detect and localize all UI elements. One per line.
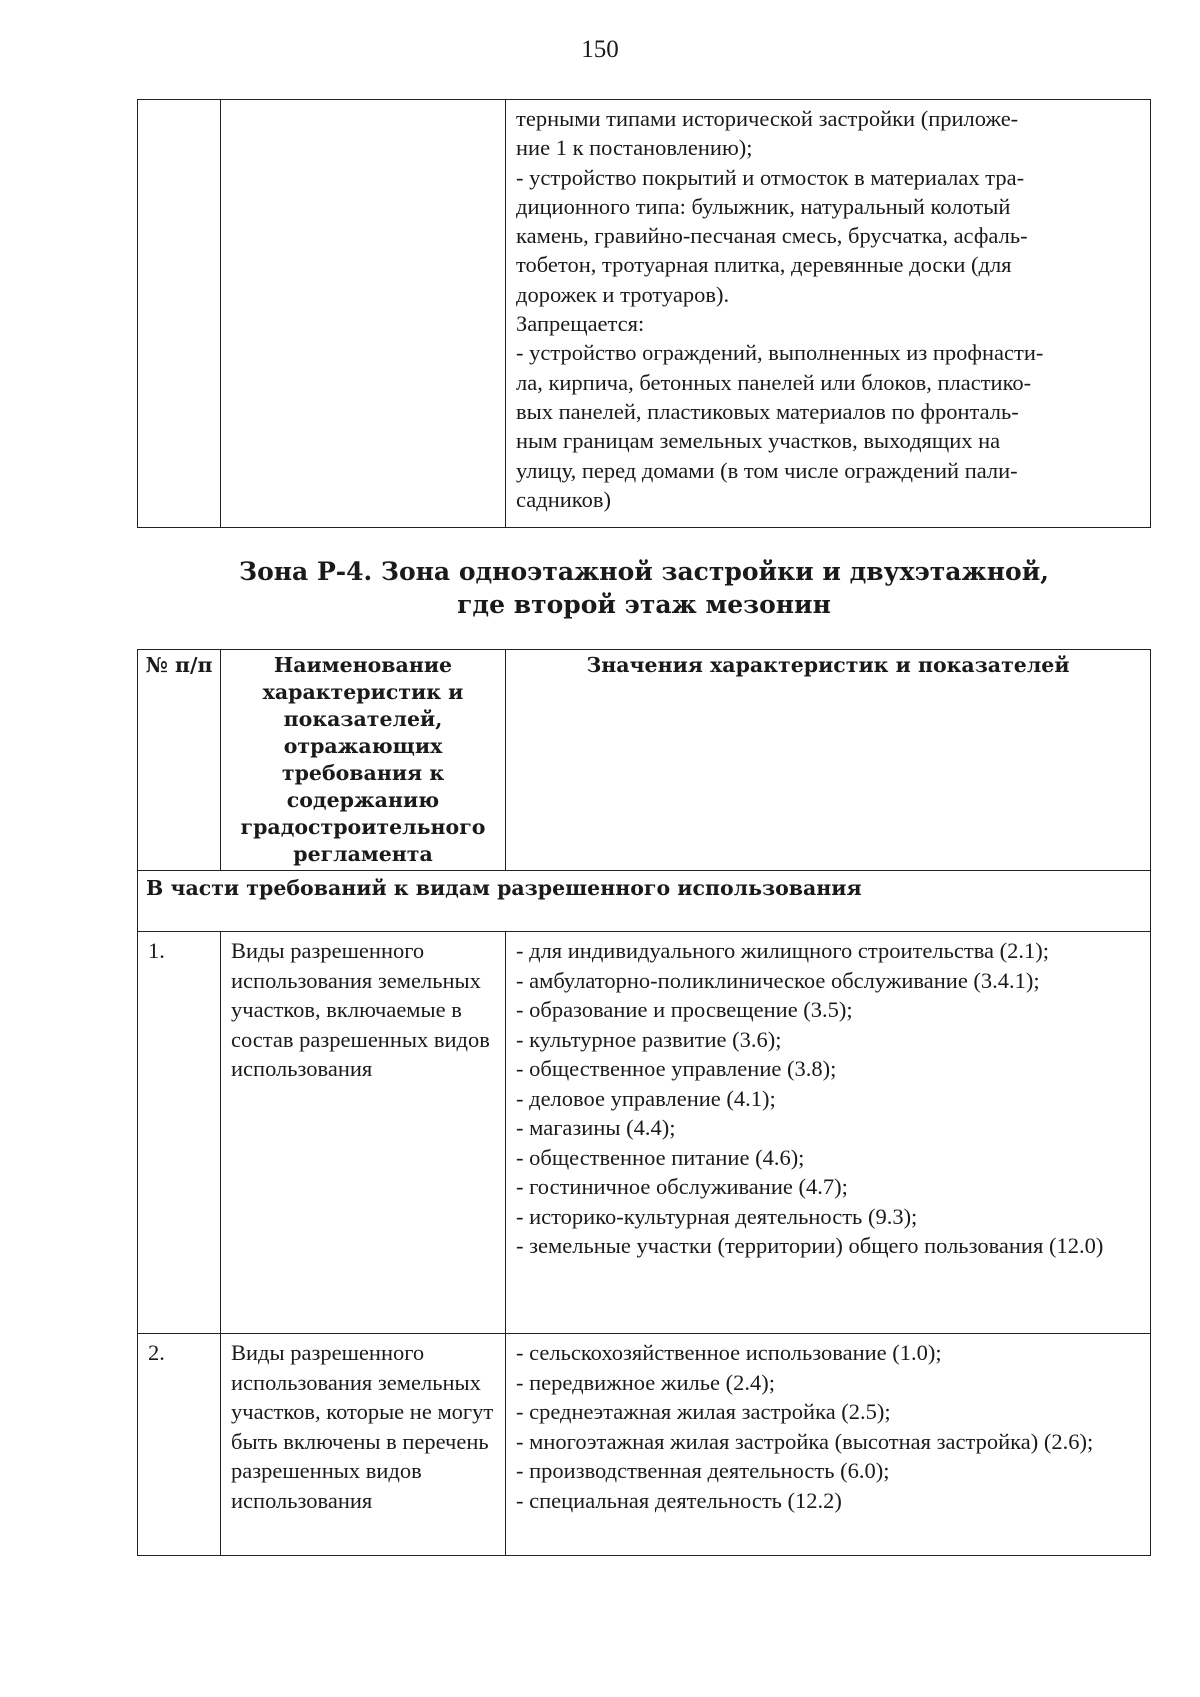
- continuation-name-cell: [221, 100, 506, 528]
- row-values: [506, 932, 1151, 1334]
- value-item: - земельные участки (территории) общего пользования (12.0): [516, 1233, 1104, 1258]
- table-header-row: [138, 650, 1151, 871]
- value-item: - деловое управление (4.1);: [516, 1085, 776, 1111]
- continuation-values-cell: [506, 100, 1151, 528]
- text-line: - устройство ограждений, выполненных из профнасти-: [516, 340, 1044, 366]
- continuation-num-cell: [138, 100, 221, 528]
- header-name: Наименование характеристик и показателей, отражающих требования к содержанию градостроительного регламента: [221, 650, 506, 871]
- value-item: - производственная деятельность (6.0);: [516, 1458, 890, 1483]
- text-line: дорожек и тротуаров).: [516, 281, 730, 307]
- zone-title-line-2: где второй этаж мезонин: [457, 590, 831, 619]
- zone-title: [0, 555, 1200, 621]
- value-item: - общественное управление (3.8);: [516, 1056, 837, 1081]
- text-line: Запрещается:: [516, 311, 645, 337]
- row-num: 1.: [138, 932, 221, 1334]
- value-item: - специальная деятельность (12.2): [516, 1487, 842, 1513]
- zone-title-line-1: Зона Р-4. Зона одноэтажной застройки и двухэтажной,: [239, 557, 1049, 586]
- table-row: [138, 1334, 1151, 1556]
- text-line: ние 1 к постановлению);: [516, 135, 753, 161]
- text-line: терными типами исторической застройки (приложе-: [516, 106, 1019, 131]
- value-item: - образование и просвещение (3.5);: [516, 997, 853, 1022]
- text-line: ным границам земельных участков, выходящих на: [516, 428, 1001, 454]
- row-name: Виды разрешенного использования земельных участков, включаемые в состав разрешенных видов использования: [221, 932, 506, 1334]
- value-item: - культурное развитие (3.6);: [516, 1026, 782, 1052]
- text-line: ла, кирпича, бетонных панелей или блоков, пластико-: [516, 369, 1032, 395]
- text-line: улицу, перед домами (в том числе ограждений пали-: [516, 457, 1018, 483]
- value-item: - среднеэтажная жилая застройка (2.5);: [516, 1399, 891, 1424]
- text-line: садников): [516, 486, 611, 512]
- value-item: - гостиничное обслуживание (4.7);: [516, 1174, 848, 1199]
- section-row: [138, 871, 1151, 932]
- value-item: - многоэтажная жилая застройка (высотная застройка) (2.6);: [516, 1428, 1094, 1454]
- value-item: - историко-культурная деятельность (9.3);: [516, 1203, 918, 1229]
- header-values: Значения характеристик и показателей: [506, 650, 1151, 871]
- header-num: № п/п: [138, 650, 221, 871]
- value-item: - амбулаторно-поликлиническое обслуживание (3.4.1);: [516, 967, 1040, 993]
- value-item: - магазины (4.4);: [516, 1115, 676, 1140]
- continuation-row: [138, 100, 1151, 528]
- text-line: вых панелей, пластиковых материалов по фронталь-: [516, 398, 1019, 424]
- value-item: - передвижное жилье (2.4);: [516, 1369, 775, 1395]
- text-line: камень, гравийно-песчаная смесь, брусчатка, асфаль-: [516, 223, 1028, 249]
- value-item: - общественное питание (4.6);: [516, 1144, 805, 1170]
- page-number: 150: [581, 36, 619, 63]
- value-item: - сельскохозяйственное использование (1.0);: [516, 1340, 942, 1365]
- continuation-table: [137, 99, 1151, 528]
- text-line: диционного типа: булыжник, натуральный колотый: [516, 193, 1011, 219]
- table-row: [138, 932, 1151, 1334]
- section-title: В части требований к видам разрешенного использования: [138, 871, 1151, 932]
- row-name: Виды разрешенного использования земельных участков, которые не могут быть включены в перечень разрешенных видов использования: [221, 1334, 506, 1556]
- text-line: - устройство покрытий и отмосток в материалах тра-: [516, 164, 1025, 190]
- row-num: 2.: [138, 1334, 221, 1556]
- text-line: тобетон, тротуарная плитка, деревянные доски (для: [516, 252, 1012, 278]
- regulation-table: [137, 649, 1151, 1556]
- value-item: - для индивидуального жилищного строительства (2.1);: [516, 938, 1049, 963]
- row-values: [506, 1334, 1151, 1556]
